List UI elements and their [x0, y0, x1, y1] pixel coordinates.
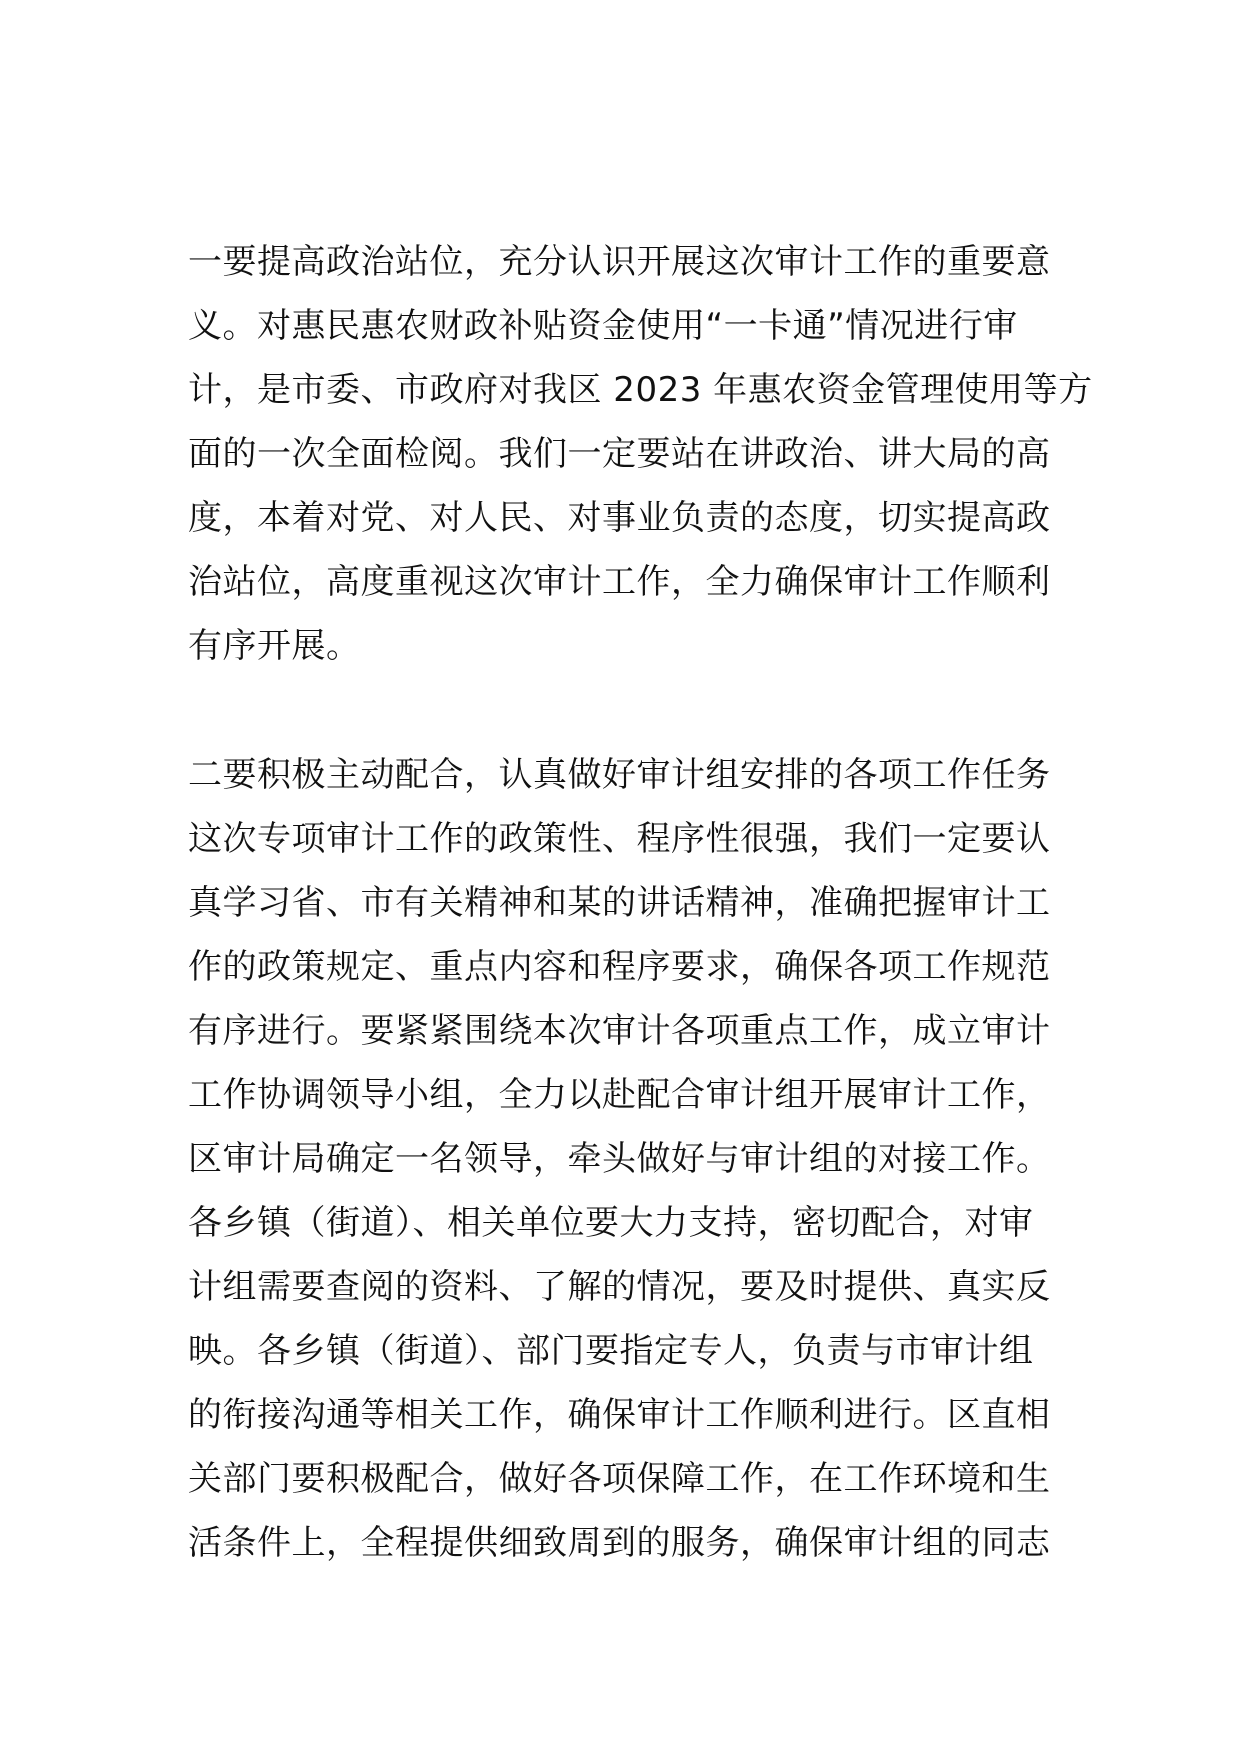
paragraph-line: 映。各乡镇（街道）、部门要指定专人，负责与市审计组 — [188, 1331, 1034, 1371]
paragraph-line: 真学习省、市有关精神和某的讲话精神，准确把握审计工 — [188, 883, 1051, 923]
paragraph-line: 义。对惠民惠农财政补贴资金使用“一卡通”情况进行审 — [188, 306, 1018, 346]
paragraph-line: 这次专项审计工作的政策性、程序性很强，我们一定要认 — [188, 819, 1051, 859]
paragraph-line: 活条件上，全程提供细致周到的服务，确保审计组的同志 — [188, 1523, 1051, 1563]
paragraph-line: 计组需要查阅的资料、了解的情况，要及时提供、真实反 — [188, 1267, 1051, 1307]
paragraph-line: 有序进行。要紧紧围绕本次审计各项重点工作，成立审计 — [188, 1011, 1051, 1051]
paragraph-line — [188, 1575, 1068, 1639]
paragraph-line: 各乡镇（街道）、相关单位要大力支持，密切配合，对审 — [188, 1203, 1034, 1243]
paragraph-line: 面的一次全面检阅。我们一定要站在讲政治、讲大局的高 — [188, 434, 1051, 474]
paragraph-line: 作的政策规定、重点内容和程序要求，确保各项工作规范 — [188, 947, 1051, 987]
paragraph-line: 二要积极主动配合，认真做好审计组安排的各项工作任务 — [188, 755, 1051, 795]
paragraph-line: 的衔接沟通等相关工作，确保审计工作顺利进行。区直相 — [188, 1395, 1051, 1435]
paragraph-1 — [188, 230, 1093, 678]
paragraph-line: 区审计局确定一名领导，牵头做好与审计组的对接工作。 — [188, 1139, 1051, 1179]
paragraph-line: 度，本着对党、对人民、对事业负责的态度，切实提高政 — [188, 498, 1051, 538]
paragraph-line: 一要提高政治站位，充分认识开展这次审计工作的重要意 — [188, 242, 1051, 282]
paragraph-line: 有序开展。 — [188, 626, 361, 666]
paragraph-line: 关部门要积极配合，做好各项保障工作，在工作环境和生 — [188, 1459, 1051, 1499]
paragraph-line: 工作协调领导小组，全力以赴配合审计组开展审计工作， — [188, 1075, 1051, 1115]
paragraph-line: 治站位，高度重视这次审计工作，全力确保审计工作顺利 — [188, 562, 1051, 602]
paragraph-line: 计，是市委、市政府对我区 2023 年惠农资金管理使用等方 — [188, 370, 1093, 410]
paragraph-2 — [188, 743, 1068, 1639]
